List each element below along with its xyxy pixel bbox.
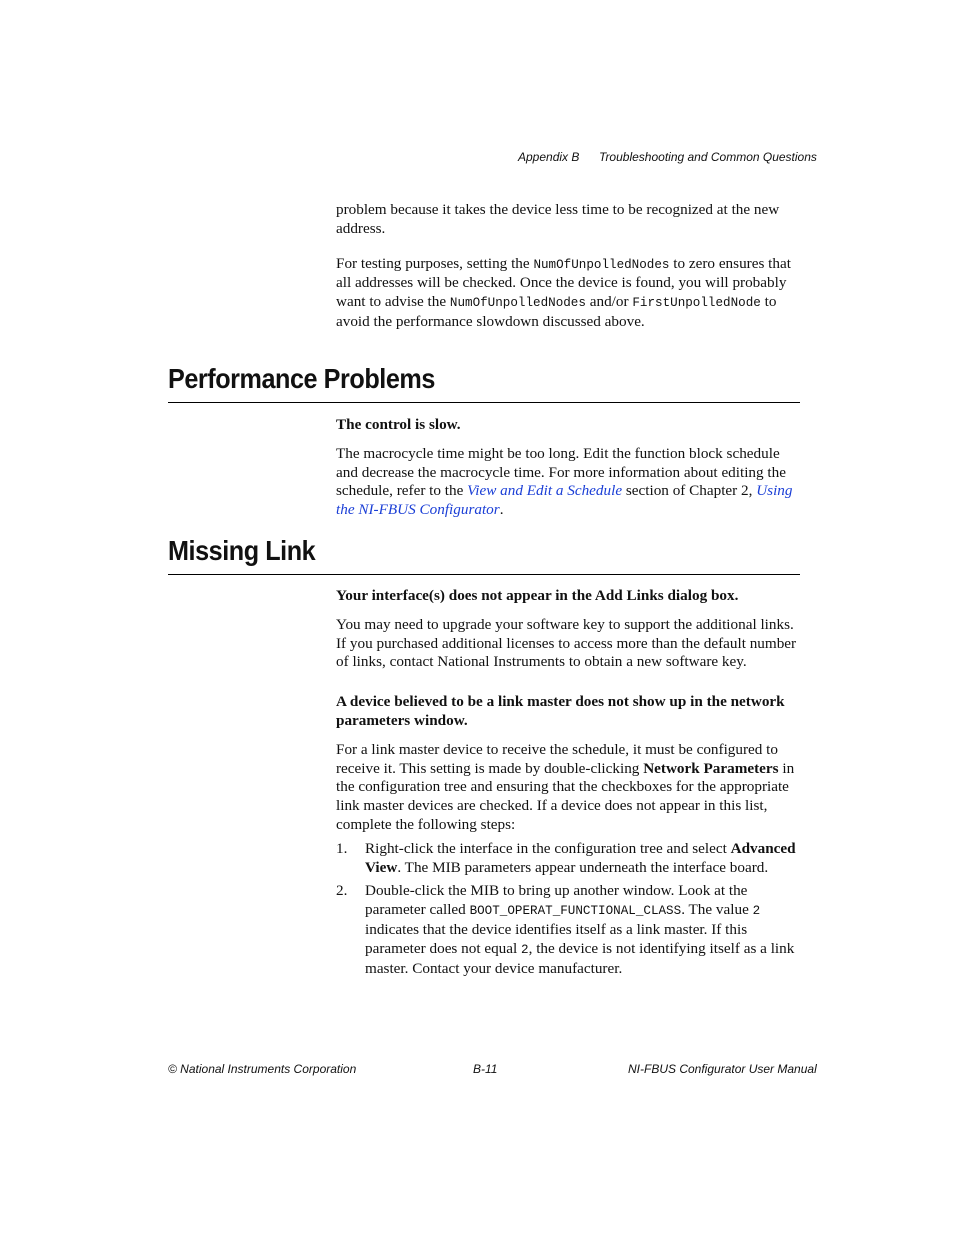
code-firstunpollednode: FirstUnpolledNode — [632, 296, 761, 311]
step-number: 2. — [336, 882, 348, 900]
intro-paragraph-1: problem because it takes the device less time to be recognized at the new address. — [336, 201, 780, 237]
code-numofunpollednodes: NumOfUnpolledNodes — [449, 296, 586, 311]
link-using-nifbus-configurator[interactable]: Using the NI-FBUS Configurator — [336, 482, 793, 519]
code-numofunpollednodes: NumOfUnpolledNodes — [533, 257, 670, 272]
text-run: . — [499, 501, 504, 519]
missing-link-section — [336, 587, 800, 978]
answer-link-master — [336, 741, 800, 835]
text-run: , the device is not identifying itself as a link master. Contact your device manufacturer. — [365, 939, 795, 977]
section-rule — [168, 402, 800, 403]
text-run: . The value — [681, 901, 753, 919]
question-link-master: A device believed to be a link master does not show up in the network parameters window. — [336, 693, 785, 729]
answer-control-slow — [336, 445, 800, 520]
footer-manual-title: NI-FBUS Configurator User Manual — [628, 1062, 817, 1076]
text-run: For a link master device to receive the schedule, it must be configured to receive it. This setting is made by double-clicking — [336, 740, 778, 777]
text-run: The macrocycle time might be too long. Edit the function block schedule and decrease the macrocycle time. For more information about editing the schedule, refer to the — [336, 444, 786, 500]
footer-copyright: © National Instruments Corporation — [168, 1062, 357, 1076]
list-item — [336, 840, 800, 878]
text-run: in the configuration tree and ensuring that the checkboxes for the appropriate link master devices are checked. If a device does not appear in this list, complete the following steps: — [336, 759, 795, 833]
steps-list — [336, 840, 800, 979]
term-network-parameters: Network Parameters — [643, 759, 779, 777]
heading-missing-link: Missing Link — [168, 535, 316, 566]
text-run: and/or — [585, 293, 633, 311]
footer-page-number: B-11 — [473, 1062, 498, 1076]
text-run: indicates that the device identifies itself as a link master. If this parameter does not equal — [365, 920, 748, 957]
text-run: to avoid the performance slowdown discussed above. — [336, 293, 777, 330]
text-run: . The MIB parameters appear underneath the interface board. — [397, 858, 769, 876]
text-run: section of Chapter 2, — [622, 482, 757, 500]
section-rule — [168, 574, 800, 575]
link-view-edit-schedule[interactable]: View and Edit a Schedule — [467, 482, 623, 500]
text-run: For testing purposes, setting the — [336, 254, 534, 272]
step-number: 1. — [336, 839, 348, 857]
text-run: Right-click the interface in the configuration tree and select — [365, 839, 731, 857]
text-run: to zero ensures that all addresses will be checked. Once the device is found, you will probably want to advise the — [336, 254, 791, 311]
header-chapter-title: Troubleshooting and Common Questions — [599, 150, 817, 164]
code-value-2: 2 — [752, 904, 761, 919]
answer-interface-not-appear: You may need to upgrade your software key to support the additional links. If you purchased additional licenses to access more than the default number of links, contact National Instruments to obtain a new software key. — [336, 615, 797, 671]
question-control-slow: The control is slow. — [336, 416, 461, 433]
code-boot-operat-functional-class: BOOT_OPERAT_FUNCTIONAL_CLASS — [469, 904, 682, 919]
code-value-2: 2 — [521, 942, 529, 957]
header-appendix: Appendix B — [518, 150, 580, 164]
performance-section — [336, 416, 800, 520]
text-run: Double-click the MIB to bring up another window. Look at the parameter called — [365, 882, 748, 919]
question-interface-not-appear: Your interface(s) does not appear in the Add Links dialog box. — [336, 587, 739, 604]
heading-performance-problems: Performance Problems — [168, 363, 435, 394]
list-item — [336, 882, 800, 978]
term-advanced-view: Advanced View — [365, 839, 796, 876]
intro-paragraph-2 — [336, 255, 800, 332]
intro-section — [336, 201, 800, 332]
